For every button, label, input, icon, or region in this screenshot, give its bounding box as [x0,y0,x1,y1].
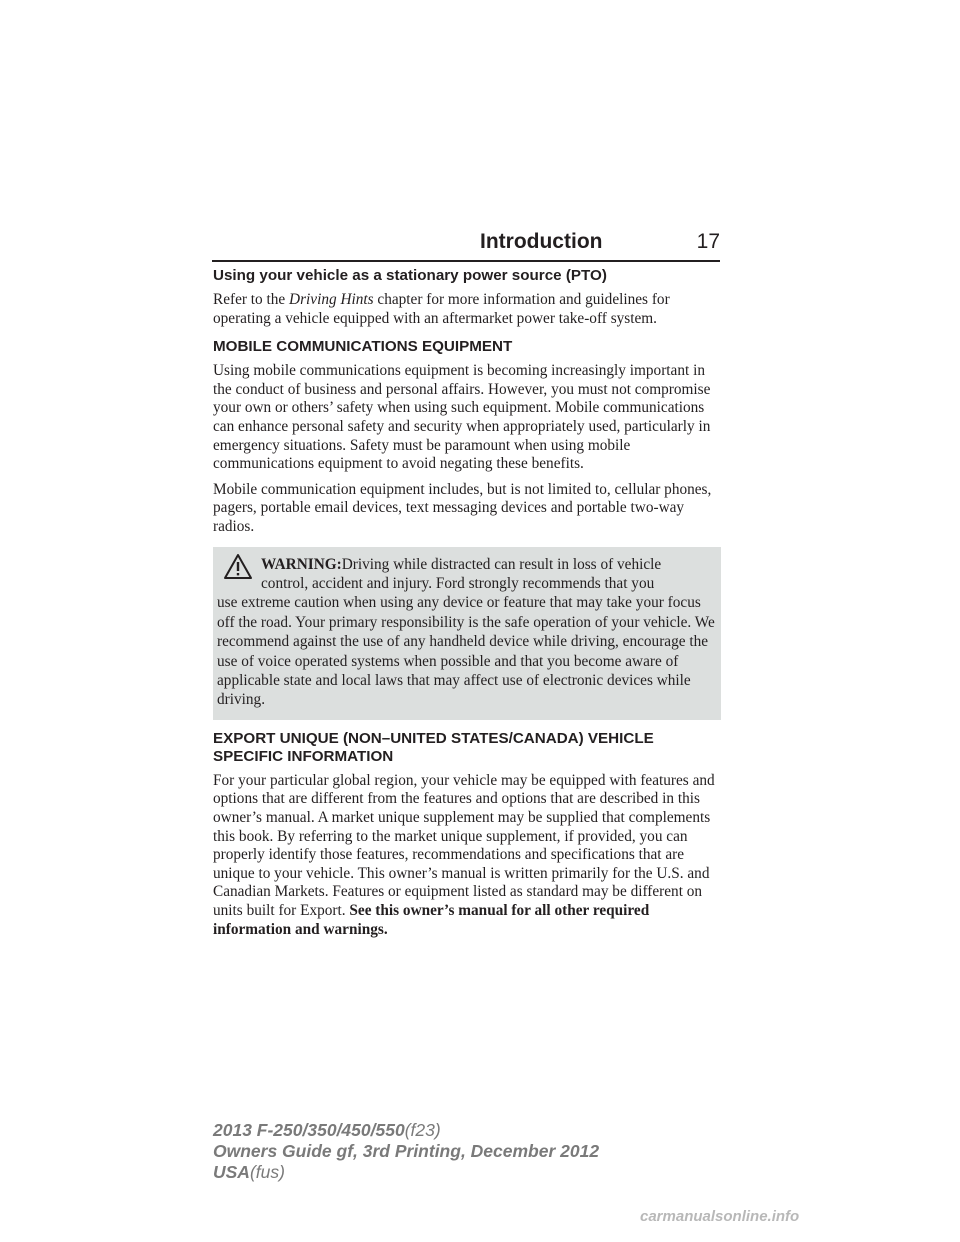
footer-line-3 [213,1162,599,1183]
warning-label: WARNING: [261,555,342,573]
footer-market: USA [213,1162,250,1182]
warning-text-rest: use extreme caution when using any device or feature that may take your focus off the road. Your primary responsibility is the safe operation of your vehicle. We recommend against the use of any handheld device while driving, encourage the use of voice operated systems when possible and that you become aware of applicable state and local laws that may affect use of electronic devices while driving. [217,594,715,709]
warning-line-2: control, accident and injury. Ford strongly recommends that you [261,574,655,592]
warning-line-1 [217,555,717,574]
footer-line-2: Owners Guide gf, 3rd Printing, December 2012 [213,1141,600,1161]
warning-box [213,547,721,720]
chapter-title: Introduction [480,230,603,253]
pto-section [213,267,721,328]
export-paragraph [213,772,721,939]
mobile-paragraph-2: Mobile communication equipment includes, but is not limited to, cellular phones, pagers, portable email devices, text messaging devices and portable two-way radios. [213,480,712,535]
mobile-section [213,338,721,536]
page-number: 17 [696,230,720,253]
page-content [213,267,721,949]
export-section [213,730,721,939]
pto-text-before: Refer to the [213,291,290,308]
pto-paragraph [213,291,721,328]
watermark: carmanualsonline.info [640,1208,800,1225]
page-footer [213,1120,599,1183]
warning-triangle-icon [223,553,253,580]
export-bold-tail: See this owner’s manual for all other required information and warnings. [213,901,650,938]
footer-market-code: (fus) [249,1162,285,1182]
export-text: For your particular global region, your vehicle may be equipped with features and options that are different from the features and options that are described in this owner’s manual. A market unique supplement may be supplied that complements this book. By referring to the market unique supplement, if provided, you can properly identify those features, recommendations and specifications that are unique to your vehicle. This owner’s manual is written primarily for the U.S. and Canadian Markets. Features or equipment listed as standard may be different on units built for Export. [213,771,715,919]
warning-text-1: Driving while distracted can result in loss of vehicle [341,555,662,573]
mobile-paragraph-1: Using mobile communications equipment is becoming increasingly important in the conduct of business and personal affairs. However, you must not compromise your own or others’ safety when using such equipment. Mobile communications can enhance personal safety and security when appropriately used, particularly in emergency situations. Safety must be paramount when using mobile communications equipment to avoid negating these benefits. [213,362,711,473]
footer-line-1 [213,1120,599,1141]
footer-model-code: (f23) [404,1120,441,1140]
pto-text-after: chapter for more information and guidelines for operating a vehicle equipped with an aftermarket power take-off system. [213,291,670,327]
mobile-heading: MOBILE COMMUNICATIONS EQUIPMENT [213,338,513,356]
driving-hints-reference: Driving Hints [289,291,374,308]
footer-model: 2013 F-250/350/450/550 [213,1120,405,1140]
export-heading: EXPORT UNIQUE (NON–UNITED STATES/CANADA) VEHICLE SPECIFIC INFORMATION [213,729,654,765]
page-header [212,228,720,262]
pto-heading: Using your vehicle as a stationary power source (PTO) [213,267,607,284]
